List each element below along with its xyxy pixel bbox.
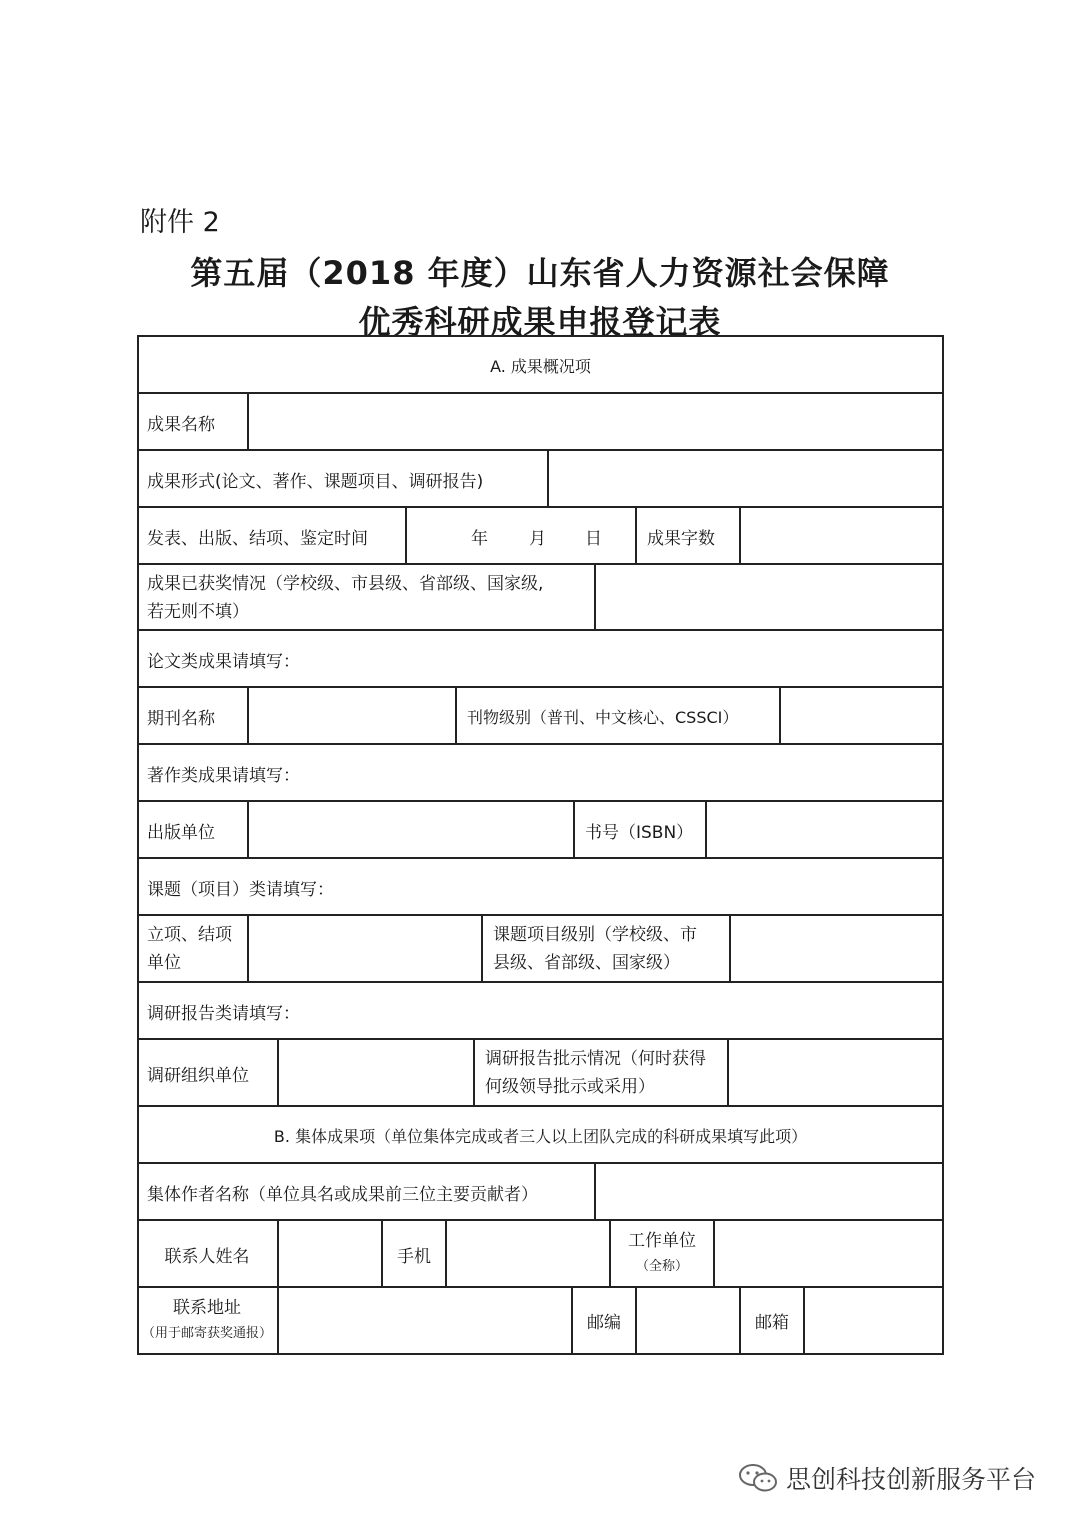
survey-approval-line1: 调研报告批示情况（何时获得: [485, 1049, 706, 1069]
work-unit-text: 工作单位: [628, 1231, 696, 1251]
book-header: 著作类成果请填写：: [147, 765, 300, 786]
achievement-name-label: 成果名称: [147, 414, 215, 435]
paper-header: 论文类成果请填写：: [147, 651, 300, 672]
section-a-row: [137, 335, 944, 393]
collective-author-field[interactable]: [596, 1164, 944, 1220]
postcode-field[interactable]: [637, 1288, 739, 1353]
project-level-line2: 县级、省部级、国家级）: [493, 953, 680, 973]
address-row: [137, 1286, 944, 1355]
isbn-label: 书号（ISBN）: [585, 822, 694, 843]
project-header-row: [137, 857, 944, 915]
paper-header-row: [137, 629, 944, 687]
address-text: 联系地址: [173, 1297, 241, 1318]
survey-row: [137, 1038, 944, 1106]
watermark-text: 思创科技创新服务平台: [786, 1465, 1037, 1494]
form-title-line1: 第五届（2018 年度）山东省人力资源社会保障: [190, 254, 890, 292]
watermark: [738, 1460, 1036, 1496]
journal-name-label: 期刊名称: [147, 708, 215, 729]
publish-time-row: [137, 506, 944, 564]
collective-author-row: [137, 1162, 944, 1220]
wechat-icon: [738, 1463, 778, 1493]
form-title-line2: 优秀科研成果申报登记表: [358, 303, 722, 341]
address-note: （用于邮寄获奖通报）: [141, 1325, 272, 1341]
word-count-field[interactable]: [741, 508, 944, 564]
section-a-header: A. 成果概况项: [490, 356, 591, 376]
contact-row: [137, 1219, 944, 1287]
achievement-form-row: [137, 449, 944, 507]
project-unit-label: [137, 916, 247, 982]
survey-approval-field[interactable]: [729, 1040, 944, 1106]
email-label: 邮箱: [755, 1313, 789, 1333]
survey-org-label: 调研组织单位: [147, 1065, 249, 1086]
postcode-label: 邮编: [587, 1313, 621, 1333]
date-year-label: 年: [471, 528, 488, 549]
section-b-header: B. 集体成果项（单位集体完成或者三人以上团队完成的科研成果填写此项）: [273, 1126, 808, 1146]
publish-date-field[interactable]: [407, 508, 635, 564]
publish-time-label: 发表、出版、结项、鉴定时间: [147, 528, 368, 549]
achievement-name-row: [137, 392, 944, 450]
survey-org-field[interactable]: [279, 1040, 473, 1106]
journal-level-field[interactable]: [781, 688, 944, 744]
address-field[interactable]: [279, 1288, 571, 1353]
project-level-field[interactable]: [731, 916, 944, 982]
email-field[interactable]: [805, 1288, 944, 1353]
journal-name-field[interactable]: [249, 688, 455, 744]
award-label-line2: 若无则不填）: [147, 601, 249, 622]
attachment-label: 附件 2: [140, 207, 220, 238]
publisher-field[interactable]: [249, 802, 573, 858]
project-level-line1: 课题项目级别（学校级、市: [493, 925, 697, 945]
date-day-label: 日: [585, 528, 602, 549]
survey-header: 调研报告类请填写：: [147, 1003, 300, 1024]
survey-approval-line2: 何级领导批示或采用）: [485, 1077, 655, 1097]
contact-name-label: 联系人姓名: [164, 1246, 250, 1267]
work-unit-field[interactable]: [715, 1221, 944, 1287]
journal-level-label: 刊物级别（普刊、中文核心、CSSCI）: [467, 707, 739, 727]
publisher-row: [137, 800, 944, 858]
address-label: [137, 1288, 277, 1353]
mobile-field[interactable]: [447, 1221, 609, 1287]
achievement-form-label: 成果形式(论文、著作、课题项目、调研报告): [147, 471, 484, 492]
project-row: [137, 914, 944, 982]
work-unit-label: [611, 1221, 713, 1287]
section-b-row: [137, 1105, 944, 1163]
registration-form: [137, 335, 944, 1355]
award-field[interactable]: [596, 565, 944, 630]
project-header: 课题（项目）类请填写：: [147, 879, 334, 900]
project-level-label: [483, 916, 729, 982]
contact-name-field[interactable]: [279, 1221, 381, 1287]
award-row: [137, 563, 944, 630]
award-label: [137, 565, 594, 630]
publisher-label: 出版单位: [147, 822, 215, 843]
project-unit-line1: 立项、结项: [147, 925, 232, 945]
book-header-row: [137, 743, 944, 801]
journal-row: [137, 686, 944, 744]
project-unit-line2: 单位: [147, 953, 181, 973]
isbn-field[interactable]: [707, 802, 944, 858]
award-label-line1: 成果已获奖情况（学校级、市县级、省部级、国家级,: [147, 573, 544, 594]
date-month-label: 月: [529, 528, 546, 549]
survey-approval-label: [475, 1040, 727, 1106]
project-unit-field[interactable]: [249, 916, 481, 982]
achievement-form-field[interactable]: [549, 451, 944, 507]
collective-author-label: 集体作者名称（单位具名或成果前三位主要贡献者）: [147, 1184, 538, 1205]
achievement-name-field[interactable]: [249, 394, 944, 450]
survey-header-row: [137, 981, 944, 1039]
mobile-label: 手机: [397, 1246, 431, 1267]
word-count-label: 成果字数: [647, 528, 715, 549]
work-unit-note: （全称）: [635, 1259, 688, 1274]
